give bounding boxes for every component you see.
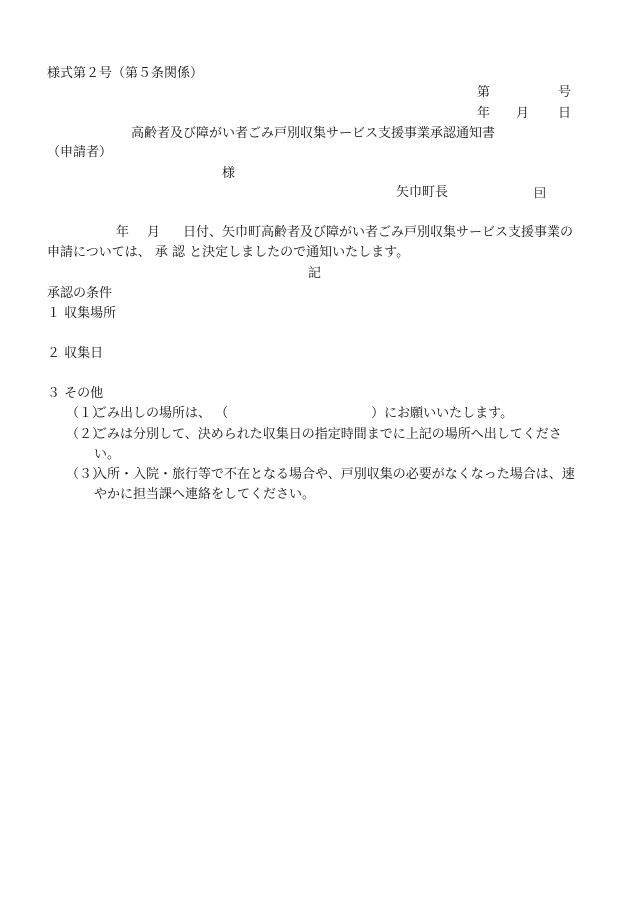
- sub-condition-text: ごみ出しの場所は、 （ ）にお願いいたします。: [94, 406, 514, 421]
- body-text-line2: 申請については、 承 認 と決定しましたので通知いたします。: [47, 245, 410, 260]
- sub-condition-number: （１）: [66, 406, 106, 421]
- doc-number-go: 号: [558, 85, 572, 100]
- condition-item-date: ２ 収集日: [47, 346, 104, 361]
- form-number: 様式第２号（第５条関係）: [47, 66, 204, 81]
- conditions-heading: 承認の条件: [47, 286, 113, 301]
- sub-condition-2: [66, 425, 586, 465]
- issuer-name: 矢巾町長: [396, 185, 449, 200]
- body-text-line1: 日付、矢巾町高齢者及び障がい者ごみ戸別収集サービス支援事業の: [183, 225, 574, 240]
- date-day: 日: [558, 106, 572, 121]
- sub-condition-text: 入所・入院・旅行等で不在となる場合や、戸別収集の必要がなくなった場合は、速やかに担当課へ連絡をしてください。: [94, 467, 575, 502]
- condition-item-other: ３ その他: [47, 386, 104, 401]
- sub-condition-3: [66, 465, 586, 505]
- sub-condition-text: ごみは分別して、決められた収集日の指定時間までに上記の場所へ出してください。: [94, 427, 562, 462]
- body-date-month: 月: [147, 225, 161, 240]
- document-title: 高齢者及び障がい者ごみ戸別収集サービス支援事業承認通知書: [131, 126, 496, 141]
- date-month: 月: [516, 106, 530, 121]
- sub-condition-number: （２）: [66, 427, 106, 442]
- seal-mark: 囙: [534, 186, 547, 200]
- applicant-label: （申請者）: [47, 145, 113, 160]
- condition-item-location: １ 収集場所: [47, 306, 117, 321]
- doc-number-dai: 第: [477, 85, 491, 100]
- date-year: 年: [477, 106, 491, 121]
- ki-marker: 記: [308, 266, 322, 281]
- applicant-sama: 様: [222, 166, 236, 181]
- body-date-year: 年: [116, 225, 130, 240]
- sub-condition-1: [66, 404, 586, 424]
- sub-condition-number: （３）: [66, 467, 106, 482]
